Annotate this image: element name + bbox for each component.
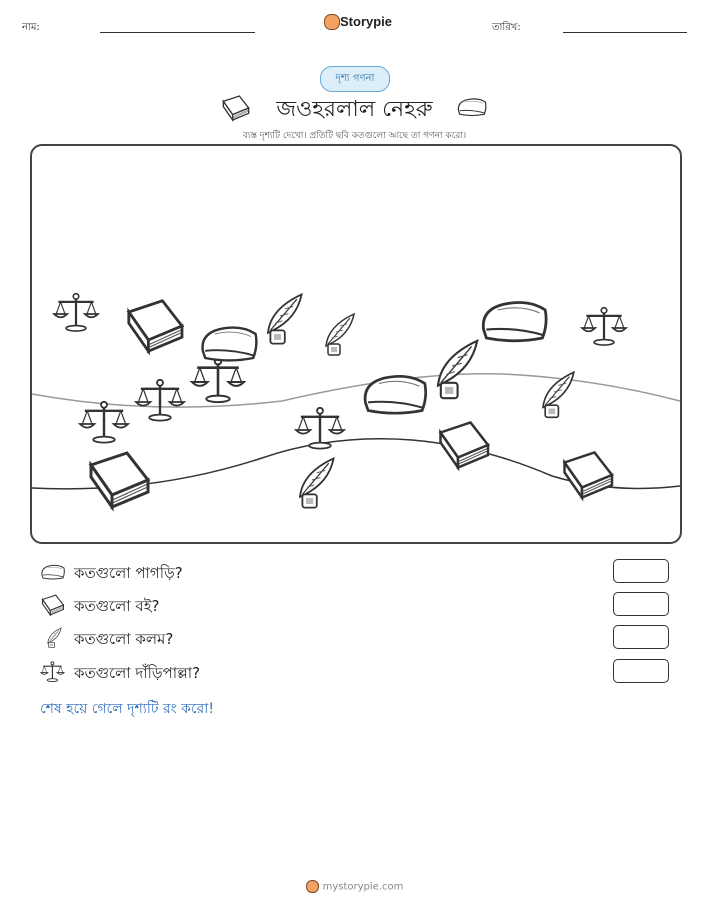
question-text: কতগুলো দাঁড়িপাল্লা? (74, 664, 201, 682)
question-row (40, 625, 680, 651)
turban-icon (40, 561, 66, 583)
question-text: কতগুলো পাগড়ি? (74, 564, 183, 582)
footer-site[interactable]: mystorypie.com (322, 881, 404, 893)
question-row (40, 659, 680, 685)
date-field[interactable] (563, 32, 687, 33)
question-row (40, 592, 680, 618)
scene-illustration (32, 146, 680, 542)
question-row (40, 559, 680, 585)
answer-box-quill[interactable] (613, 625, 669, 649)
book-item (129, 301, 182, 351)
storypie-mascot-icon (324, 14, 340, 30)
worksheet-tag: দৃশ্য গণনা (320, 66, 390, 92)
scales-item (80, 402, 128, 443)
quill-item (268, 294, 302, 343)
footer (0, 880, 709, 893)
turban-item (203, 328, 257, 361)
page-title: জওহরলাল নেহরু (276, 97, 433, 122)
question-text: কতগুলো বই? (74, 597, 160, 615)
answer-box-book[interactable] (613, 592, 669, 616)
scales-item (54, 294, 98, 331)
turban-item (483, 303, 546, 341)
scales-item (582, 308, 626, 345)
scales-item (296, 408, 344, 449)
turban-icon (456, 96, 488, 118)
book-icon (40, 594, 66, 616)
quill-item (326, 314, 354, 355)
scales-item (136, 380, 184, 421)
book-item (441, 423, 489, 468)
turban-item (365, 376, 426, 413)
answer-box-turban[interactable] (613, 559, 669, 583)
storypie-mascot-icon (306, 880, 319, 893)
book-item (565, 453, 613, 498)
back-hill-line (32, 374, 680, 407)
brand-logo (324, 12, 393, 32)
question-text: কতগুলো কলম? (74, 630, 174, 648)
name-field[interactable] (100, 32, 255, 33)
book-item (91, 453, 148, 507)
quill-item (438, 341, 477, 398)
quill-item (300, 458, 334, 507)
finish-note: শেষ হয়ে গেলে দৃশ্যটি রং করো! (40, 701, 214, 717)
name-label: নাম: (22, 22, 40, 33)
answer-box-scales[interactable] (613, 659, 669, 683)
instruction-text: ব্যস্ত দৃশ্যটি দেখো। প্রতিটি ছবি কতগুলো আছে তা গণনা করো। (242, 131, 467, 141)
counting-scene (30, 144, 682, 544)
scales-icon (40, 661, 66, 683)
scales-item (192, 358, 244, 402)
date-label: তারিখ: (492, 22, 521, 33)
quill-icon (40, 627, 66, 649)
brand-name: Storypie (340, 14, 393, 29)
